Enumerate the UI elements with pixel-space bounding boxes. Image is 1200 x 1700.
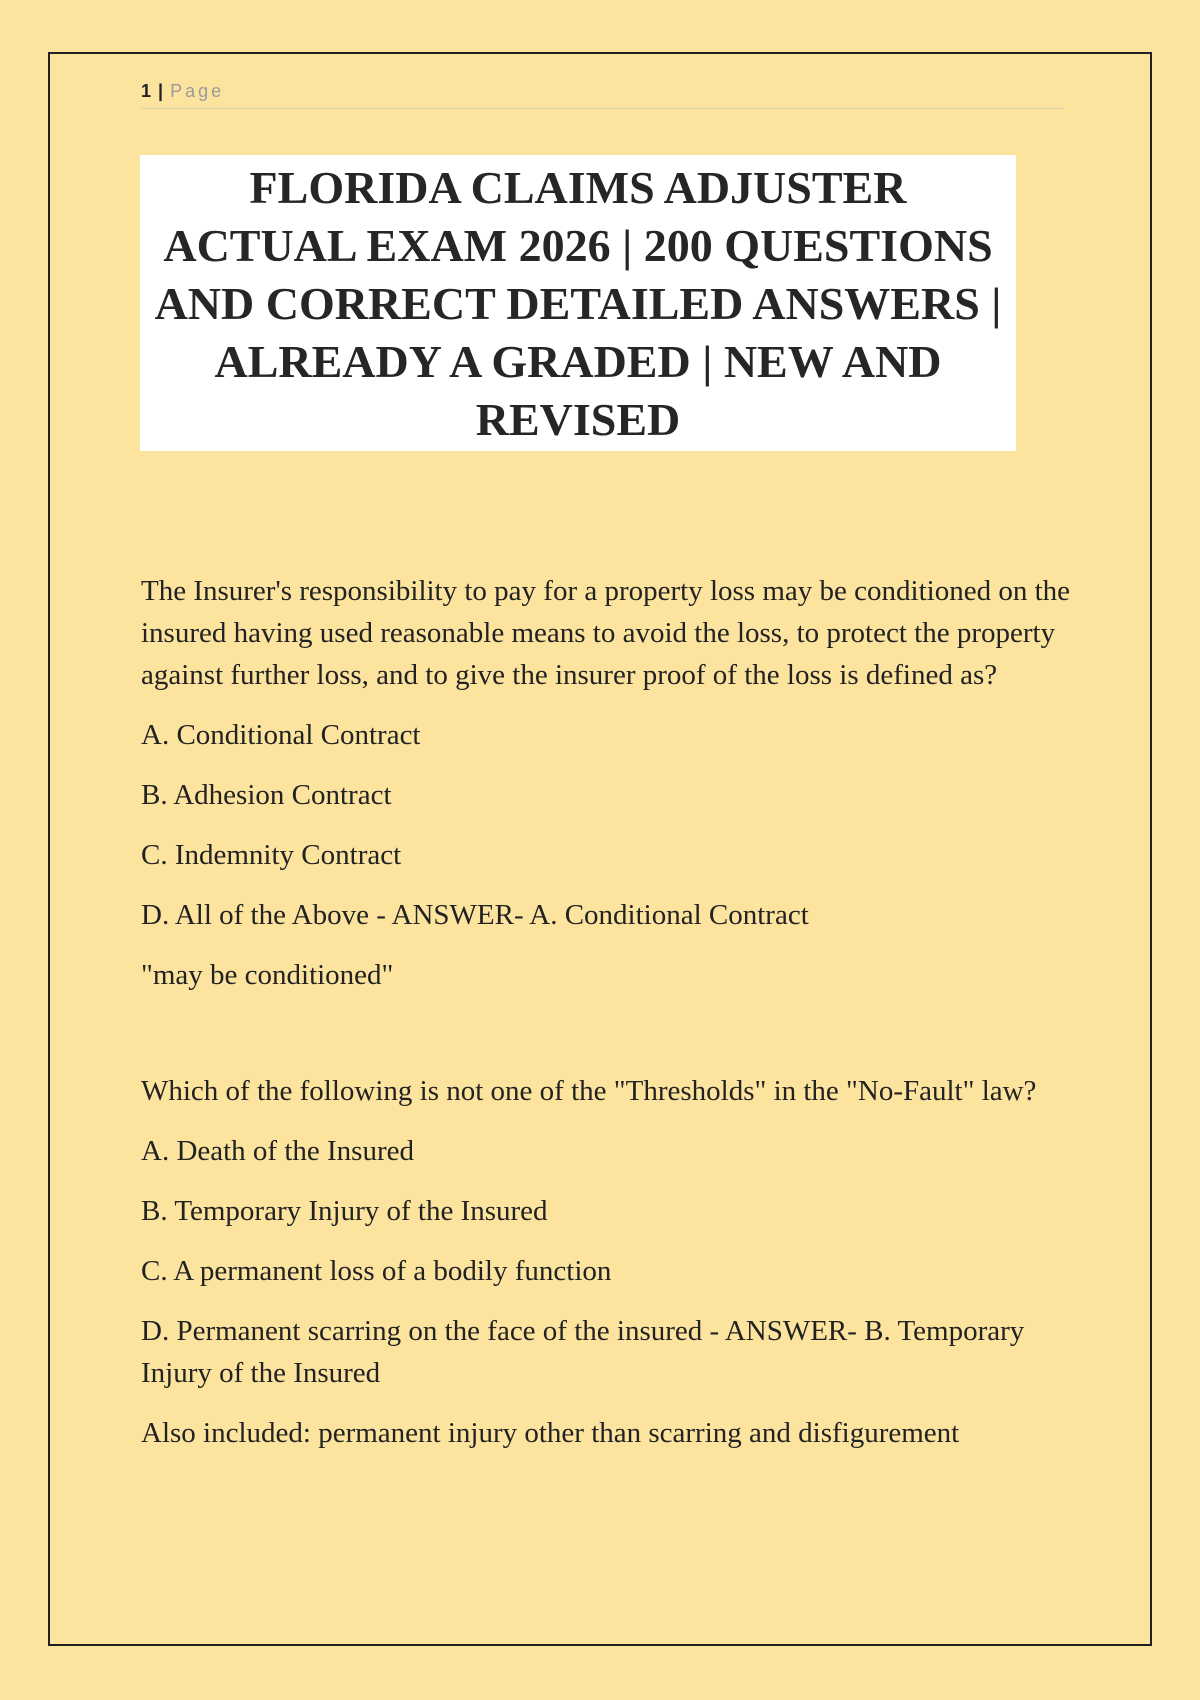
page-separator: | (158, 81, 164, 101)
title-line-1: FLORIDA CLAIMS ADJUSTER (249, 162, 907, 213)
question-prompt: The Insurer's responsibility to pay for a property loss may be conditioned on the insured having used reasonable means to avoid the loss, to protect the property against further loss, and to give the insurer proof of the loss is defined as? (141, 575, 1070, 691)
question-prompt: Which of the following is not one of the "Thresholds" in the "No-Fault" law? (141, 1075, 1037, 1107)
answer-option: A. Death of the Insured (141, 1135, 414, 1167)
question-block (141, 1070, 1071, 1454)
answer-option: C. Indemnity Contract (141, 839, 402, 871)
page-number: 1 (141, 81, 152, 101)
question-block (141, 570, 1071, 996)
title-line-2: ACTUAL EXAM 2026 | 200 QUESTIONS (163, 220, 993, 271)
question-list (141, 570, 1071, 1472)
answer-note: Also included: permanent injury other than scarring and disfigurement (141, 1417, 960, 1449)
title-line-3: AND CORRECT DETAILED ANSWERS | (154, 278, 1002, 329)
answer-option: B. Temporary Injury of the Insured (141, 1195, 548, 1227)
answer-option-with-answer: D. Permanent scarring on the face of the insured - ANSWER- B. Temporary Injury of the Insured (141, 1315, 1025, 1389)
answer-option: A. Conditional Contract (141, 719, 421, 751)
title-line-5: REVISED (475, 394, 681, 445)
answer-option-with-answer: D. All of the Above - ANSWER- A. Conditional Contract (141, 899, 809, 931)
answer-note: "may be conditioned" (141, 959, 394, 991)
page-label: Page (170, 81, 225, 101)
answer-option: B. Adhesion Contract (141, 779, 392, 811)
page-header (141, 80, 1063, 109)
title-line-4: ALREADY A GRADED | NEW AND (214, 336, 942, 387)
question-spacer (141, 1014, 1071, 1070)
document-title (140, 155, 1016, 451)
answer-option: C. A permanent loss of a bodily function (141, 1255, 612, 1287)
